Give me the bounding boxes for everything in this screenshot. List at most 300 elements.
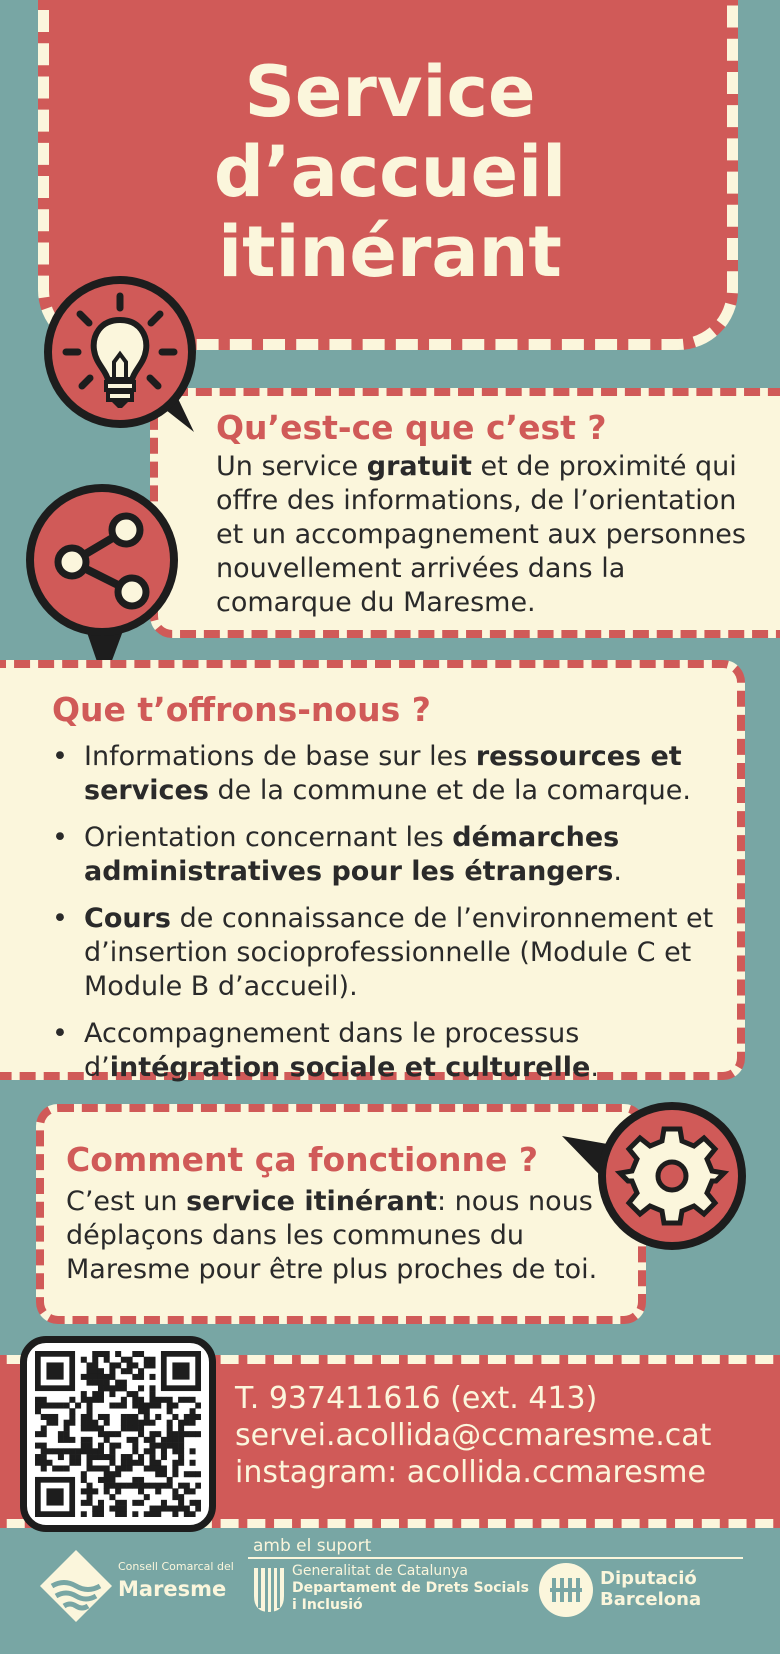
qr-module <box>81 1511 87 1517</box>
qr-module <box>75 1460 81 1466</box>
qr-module <box>132 1448 138 1454</box>
qr-module <box>92 1357 98 1363</box>
qr-module <box>115 1471 121 1477</box>
qr-module <box>172 1403 178 1409</box>
qr-module <box>92 1420 98 1426</box>
qr-module <box>41 1431 47 1437</box>
qr-module <box>149 1465 155 1471</box>
qr-module <box>58 1448 64 1454</box>
qr-module <box>98 1397 104 1403</box>
qr-module <box>127 1420 133 1426</box>
qr-module <box>167 1477 173 1483</box>
qr-module <box>121 1397 127 1403</box>
qr-module <box>121 1454 127 1460</box>
bullet: • <box>52 741 68 772</box>
qr-module <box>167 1437 173 1443</box>
qr-module <box>46 1460 52 1466</box>
qr-module <box>178 1460 184 1466</box>
qr-module <box>81 1500 87 1506</box>
qr-module <box>149 1385 155 1391</box>
qr-module <box>195 1506 201 1512</box>
qr-module <box>190 1511 196 1517</box>
list-item <box>52 740 722 808</box>
qr-module <box>132 1500 138 1506</box>
lightbulb-icon <box>42 274 202 444</box>
qr-module <box>138 1385 144 1391</box>
qr-module <box>87 1483 93 1489</box>
qr-module <box>172 1414 178 1420</box>
qr-module <box>98 1385 104 1391</box>
what-is-it-heading: Qu’est-ce que c’est ? <box>216 408 607 447</box>
qr-module <box>87 1500 93 1506</box>
qr-module <box>138 1425 144 1431</box>
qr-module <box>41 1460 47 1466</box>
offer-list <box>52 740 722 1098</box>
qr-module <box>149 1391 155 1397</box>
qr-module <box>104 1465 110 1471</box>
qr-module <box>127 1391 133 1397</box>
qr-module <box>104 1374 110 1380</box>
qr-module <box>138 1483 144 1489</box>
qr-module <box>184 1471 190 1477</box>
instagram-handle[interactable]: instagram: acollida.ccmaresme <box>235 1455 706 1490</box>
qr-module <box>184 1397 190 1403</box>
qr-module <box>81 1443 87 1449</box>
qr-module <box>92 1454 98 1460</box>
qr-module <box>149 1483 155 1489</box>
qr-module <box>81 1374 87 1380</box>
qr-module <box>87 1454 93 1460</box>
bullet: • <box>52 1018 68 1049</box>
qr-module <box>69 1460 75 1466</box>
qr-module <box>132 1460 138 1466</box>
qr-module <box>167 1443 173 1449</box>
qr-module <box>195 1431 201 1437</box>
qr-module <box>167 1483 173 1489</box>
qr-module <box>92 1488 98 1494</box>
qr-module <box>52 1448 58 1454</box>
qr-module <box>132 1374 138 1380</box>
qr-module <box>41 1465 47 1471</box>
share-icon <box>22 482 182 682</box>
qr-module <box>69 1408 75 1414</box>
qr-module <box>138 1454 144 1460</box>
qr-module <box>98 1506 104 1512</box>
qr-module <box>81 1391 87 1397</box>
qr-module <box>132 1425 138 1431</box>
qr-module <box>58 1437 64 1443</box>
qr-module <box>138 1488 144 1494</box>
qr-module <box>104 1483 110 1489</box>
qr-module <box>155 1414 161 1420</box>
qr-module <box>98 1391 104 1397</box>
qr-module <box>109 1368 115 1374</box>
qr-module <box>92 1362 98 1368</box>
qr-module <box>98 1380 104 1386</box>
qr-module <box>109 1483 115 1489</box>
qr-module <box>127 1368 133 1374</box>
qr-module <box>81 1425 87 1431</box>
qr-module <box>46 1403 52 1409</box>
qr-module <box>109 1448 115 1454</box>
qr-module <box>149 1420 155 1426</box>
qr-module <box>87 1443 93 1449</box>
qr-module <box>178 1494 184 1500</box>
qr-module <box>104 1420 110 1426</box>
qr-module <box>132 1397 138 1403</box>
qr-module <box>155 1488 161 1494</box>
qr-module <box>87 1420 93 1426</box>
qr-module <box>132 1511 138 1517</box>
qr-module <box>121 1460 127 1466</box>
qr-module <box>87 1403 93 1409</box>
qr-module <box>98 1443 104 1449</box>
qr-module <box>109 1506 115 1512</box>
how-it-works-text-bold: service itinérant <box>186 1186 437 1217</box>
diputacio-line-2: Barcelona <box>600 1589 702 1610</box>
qr-module <box>46 1448 52 1454</box>
qr-module <box>161 1483 167 1489</box>
qr-module <box>75 1454 81 1460</box>
qr-module <box>161 1448 167 1454</box>
qr-module <box>149 1454 155 1460</box>
qr-module <box>115 1351 121 1357</box>
qr-module <box>98 1431 104 1437</box>
qr-module <box>149 1362 155 1368</box>
qr-module <box>81 1471 87 1477</box>
qr-module <box>144 1414 150 1420</box>
qr-module <box>75 1403 81 1409</box>
what-is-it-text <box>216 450 761 620</box>
qr-module <box>178 1431 184 1437</box>
qr-module <box>132 1414 138 1420</box>
list-item-text: Accompagnement dans le processus d’ <box>84 1018 580 1083</box>
qr-module <box>81 1437 87 1443</box>
qr-module <box>184 1511 190 1517</box>
qr-module <box>81 1357 87 1363</box>
title-line-3: itinérant <box>218 211 562 293</box>
qr-module <box>172 1431 178 1437</box>
qr-module <box>149 1397 155 1403</box>
qr-module <box>138 1420 144 1426</box>
generalitat-line-3: i Inclusió <box>292 1597 363 1613</box>
qr-module <box>69 1414 75 1420</box>
qr-module <box>161 1397 167 1403</box>
qr-module <box>115 1431 121 1437</box>
qr-module <box>172 1448 178 1454</box>
qr-module <box>115 1443 121 1449</box>
generalitat-text <box>292 1563 529 1614</box>
qr-module <box>35 1460 41 1466</box>
qr-module <box>155 1397 161 1403</box>
email-address[interactable]: servei.acollida@ccmaresme.cat <box>235 1418 712 1453</box>
qr-module <box>87 1397 93 1403</box>
qr-module <box>190 1448 196 1454</box>
qr-module <box>35 1443 41 1449</box>
qr-module <box>109 1403 115 1409</box>
qr-module <box>46 1420 52 1426</box>
qr-module <box>52 1403 58 1409</box>
qr-module <box>92 1425 98 1431</box>
qr-module <box>190 1414 196 1420</box>
qr-module <box>144 1408 150 1414</box>
qr-module <box>109 1494 115 1500</box>
qr-module <box>161 1500 167 1506</box>
footer-divider <box>248 1557 743 1559</box>
qr-module <box>149 1448 155 1454</box>
qr-module <box>127 1460 133 1466</box>
qr-module <box>92 1391 98 1397</box>
support-label: amb el suport <box>253 1536 372 1556</box>
qr-module <box>144 1420 150 1426</box>
qr-module <box>81 1420 87 1426</box>
qr-module <box>64 1437 70 1443</box>
qr-module <box>109 1374 115 1380</box>
qr-module <box>121 1414 127 1420</box>
how-it-works-text <box>66 1185 626 1287</box>
qr-module <box>178 1454 184 1460</box>
qr-module <box>167 1425 173 1431</box>
list-item-text: . <box>590 1052 599 1083</box>
qr-module <box>121 1425 127 1431</box>
qr-module <box>87 1448 93 1454</box>
qr-module <box>81 1397 87 1403</box>
qr-module <box>195 1414 201 1420</box>
qr-module <box>172 1506 178 1512</box>
qr-module <box>121 1506 127 1512</box>
qr-module <box>132 1420 138 1426</box>
qr-module <box>81 1414 87 1420</box>
qr-module <box>115 1465 121 1471</box>
qr-module <box>178 1506 184 1512</box>
qr-module <box>144 1437 150 1443</box>
qr-module <box>127 1414 133 1420</box>
qr-module <box>87 1425 93 1431</box>
what-is-it-text-part: Un service <box>216 451 367 482</box>
qr-module <box>92 1465 98 1471</box>
qr-module <box>190 1431 196 1437</box>
qr-module <box>104 1488 110 1494</box>
qr-module <box>144 1448 150 1454</box>
qr-module <box>46 1414 52 1420</box>
qr-module <box>167 1420 173 1426</box>
qr-module <box>184 1488 190 1494</box>
what-is-it-text-bold: gratuit <box>366 451 472 482</box>
list-item <box>52 1017 722 1085</box>
qr-module <box>132 1403 138 1409</box>
qr-module <box>172 1460 178 1466</box>
qr-module <box>144 1494 150 1500</box>
qr-module <box>41 1414 47 1420</box>
qr-module <box>104 1477 110 1483</box>
qr-module <box>172 1494 178 1500</box>
qr-module <box>115 1511 121 1517</box>
qr-module <box>121 1380 127 1386</box>
qr-module <box>172 1465 178 1471</box>
list-item-text: Orientation concernant les <box>84 822 453 853</box>
how-it-works-text-part: : nous nous déplaçons dans les communes du Maresme pour être plus proches de toi. <box>66 1186 598 1285</box>
qr-module <box>109 1477 115 1483</box>
qr-module <box>109 1385 115 1391</box>
qr-module <box>92 1351 98 1357</box>
qr-module <box>138 1408 144 1414</box>
qr-module <box>184 1506 190 1512</box>
qr-module <box>58 1403 64 1409</box>
qr-module <box>41 1454 47 1460</box>
qr-module <box>35 1431 41 1437</box>
list-item-bold: intégration sociale et culturelle <box>109 1052 591 1083</box>
qr-module <box>178 1437 184 1443</box>
qr-module <box>149 1506 155 1512</box>
qr-module <box>98 1425 104 1431</box>
qr-module <box>58 1454 64 1460</box>
qr-module <box>190 1408 196 1414</box>
qr-module <box>149 1460 155 1466</box>
qr-module <box>87 1465 93 1471</box>
qr-module <box>195 1403 201 1409</box>
qr-module <box>161 1471 167 1477</box>
qr-module <box>104 1351 110 1357</box>
qr-module <box>69 1397 75 1403</box>
qr-module <box>121 1500 127 1506</box>
qr-module <box>132 1437 138 1443</box>
qr-module <box>161 1465 167 1471</box>
qr-module <box>64 1420 70 1426</box>
qr-module <box>190 1397 196 1403</box>
contact-info <box>235 1380 711 1491</box>
qr-module <box>195 1471 201 1477</box>
qr-module <box>132 1391 138 1397</box>
qr-module <box>167 1397 173 1403</box>
qr-module <box>127 1454 133 1460</box>
how-it-works-heading: Comment ça fonctionne ? <box>66 1140 538 1179</box>
qr-module <box>172 1471 178 1477</box>
qr-module <box>41 1443 47 1449</box>
qr-module <box>149 1443 155 1449</box>
qr-module <box>121 1385 127 1391</box>
qr-module <box>115 1483 121 1489</box>
qr-module <box>104 1431 110 1437</box>
qr-module <box>52 1465 58 1471</box>
qr-module <box>98 1477 104 1483</box>
qr-module <box>109 1443 115 1449</box>
qr-module <box>138 1397 144 1403</box>
qr-module <box>98 1351 104 1357</box>
qr-module <box>178 1425 184 1431</box>
qr-module <box>41 1425 47 1431</box>
qr-module <box>35 1403 41 1409</box>
qr-module <box>172 1443 178 1449</box>
qr-module <box>127 1437 133 1443</box>
qr-module <box>64 1431 70 1437</box>
qr-module <box>109 1460 115 1466</box>
generalitat-line-2: Departament de Drets Socials <box>292 1580 529 1596</box>
bullet: • <box>52 903 68 934</box>
qr-module <box>155 1506 161 1512</box>
qr-module <box>98 1368 104 1374</box>
qr-module <box>190 1488 196 1494</box>
qr-module <box>172 1437 178 1443</box>
consell-logo <box>36 1546 116 1626</box>
qr-module <box>87 1408 93 1414</box>
diputacio-line-1: Diputació <box>600 1568 697 1589</box>
qr-module <box>195 1500 201 1506</box>
what-is-it-text-part: et de proximité qui offre des informations, de l’orientation et un accompagnement aux personnes nouvellement arrivées dans la comarque du Maresme. <box>216 451 746 618</box>
qr-module <box>64 1425 70 1431</box>
qr-code-frame <box>20 1336 216 1532</box>
qr-module <box>35 1397 41 1403</box>
list-item <box>52 902 722 1004</box>
title-line-2: d’accueil <box>213 131 567 213</box>
qr-module <box>81 1477 87 1483</box>
qr-code[interactable] <box>35 1351 201 1517</box>
qr-module <box>121 1420 127 1426</box>
qr-module <box>132 1477 138 1483</box>
qr-module <box>161 1443 167 1449</box>
qr-module <box>87 1460 93 1466</box>
qr-module <box>121 1465 127 1471</box>
qr-module <box>178 1420 184 1426</box>
qr-module <box>132 1443 138 1449</box>
list-item-bold: Cours <box>84 903 171 934</box>
qr-module <box>178 1397 184 1403</box>
qr-module <box>98 1465 104 1471</box>
qr-module <box>167 1431 173 1437</box>
qr-module <box>104 1471 110 1477</box>
qr-module <box>92 1506 98 1512</box>
qr-module <box>144 1403 150 1409</box>
qr-module <box>109 1431 115 1437</box>
qr-module <box>149 1357 155 1363</box>
list-item-text: de connaissance de l’environnement et d’insertion socioprofessionnelle (Module C et Module B d’accueil). <box>84 903 714 1002</box>
qr-module <box>121 1511 127 1517</box>
qr-module <box>127 1357 133 1363</box>
qr-module <box>104 1385 110 1391</box>
qr-module <box>138 1351 144 1357</box>
qr-module <box>155 1403 161 1409</box>
qr-module <box>138 1374 144 1380</box>
qr-module <box>132 1483 138 1489</box>
qr-module <box>92 1380 98 1386</box>
qr-module <box>52 1414 58 1420</box>
qr-module <box>115 1380 121 1386</box>
qr-module <box>98 1511 104 1517</box>
qr-module <box>92 1511 98 1517</box>
generalitat-logo <box>252 1566 286 1614</box>
qr-module <box>149 1437 155 1443</box>
qr-module <box>87 1362 93 1368</box>
qr-module <box>41 1448 47 1454</box>
qr-module <box>64 1403 70 1409</box>
qr-module <box>69 1454 75 1460</box>
qr-module <box>52 1420 58 1426</box>
qr-module <box>92 1368 98 1374</box>
qr-module <box>138 1460 144 1466</box>
qr-module <box>172 1488 178 1494</box>
maresme-logo-icon <box>36 1546 116 1626</box>
qr-module <box>92 1374 98 1380</box>
qr-module <box>41 1403 47 1409</box>
qr-module <box>155 1465 161 1471</box>
lightbulb-badge <box>42 274 202 444</box>
qr-module <box>104 1437 110 1443</box>
qr-module <box>115 1506 121 1512</box>
qr-module <box>75 1448 81 1454</box>
qr-module <box>155 1471 161 1477</box>
qr-module <box>127 1483 133 1489</box>
qr-module <box>144 1511 150 1517</box>
qr-module <box>167 1408 173 1414</box>
